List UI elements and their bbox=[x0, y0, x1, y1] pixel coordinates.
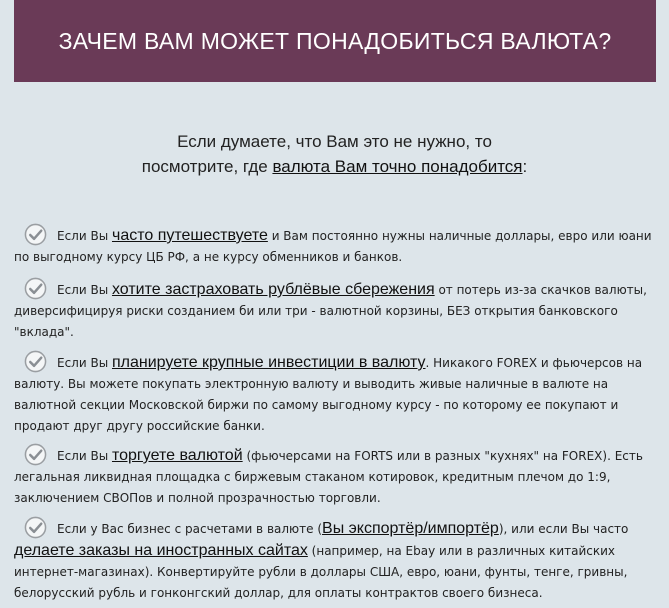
list-item bbox=[14, 443, 654, 509]
item-highlight-link[interactable]: Вы экспортёр/импортёр bbox=[322, 520, 499, 537]
list-item bbox=[14, 277, 654, 343]
item-highlight-link-2[interactable]: делаете заказы на иностранных сайтах bbox=[14, 542, 308, 559]
item-lead: Если у Вас бизнес с расчетами в валюте ( bbox=[57, 522, 323, 536]
item-highlight-link[interactable]: планируете крупные инвестиции в валюту bbox=[111, 354, 426, 371]
item-text: . Никакого FOREX и фьючерсов на валюту. Вы можете покупать электронную валюту и выводить живые наличные в валюте на валютной секции Московской биржи по самому выгодному курсу - по которому ее покупают и продают друг другу российские банки. bbox=[14, 356, 643, 433]
intro-line-2-suffix: : bbox=[522, 157, 528, 176]
item-lead: Если Вы bbox=[57, 283, 112, 297]
intro-line-1: Если думаете, что Вам это не нужно, то bbox=[177, 132, 492, 151]
page-title: ЗАЧЕМ ВАМ МОЖЕТ ПОНАДОБИТЬСЯ ВАЛЮТА? bbox=[58, 27, 612, 54]
intro-link[interactable]: валюта Вам точно понадобится bbox=[272, 157, 523, 176]
item-highlight-link[interactable]: часто путешествуете bbox=[111, 227, 268, 244]
list-item bbox=[14, 516, 654, 604]
item-text: от потерь из-за скачков валюты, диверсифицируя риски созданием би или три - валютной корзины, БЕЗ открытия банковского "вклада". bbox=[14, 283, 647, 339]
list-item bbox=[14, 223, 654, 268]
checkmark-circle-icon bbox=[24, 277, 47, 300]
item-highlight-link[interactable]: торгуете валютой bbox=[111, 447, 243, 464]
checkmark-circle-icon bbox=[24, 516, 47, 539]
intro-text bbox=[0, 129, 669, 179]
list-item bbox=[14, 350, 654, 437]
checkmark-circle-icon bbox=[24, 443, 47, 466]
checkmark-circle-icon bbox=[24, 350, 47, 373]
item-text: (например, на Ebay или в различных китайских интернет-магазинах). Конвертируйте рубли в доллары США, евро, юани, фунты, тенге, гривны, белорусский рубль и гонконгский доллар, для оплаты контрактов своего бизнеса. bbox=[14, 544, 628, 600]
checkmark-circle-icon bbox=[24, 223, 47, 246]
title-banner bbox=[14, 0, 656, 82]
intro-line-2-prefix: посмотрите, где bbox=[141, 157, 273, 176]
item-text: и Вам постоянно нужны наличные доллары, евро или юани по выгодному курсу ЦБ РФ, а не курсу обменников и банков. bbox=[14, 229, 652, 264]
item-text: ), или если Вы часто bbox=[498, 522, 629, 536]
item-lead: Если Вы bbox=[57, 229, 112, 243]
item-highlight-link[interactable]: хотите застраховать рублёвые сбережения bbox=[111, 281, 435, 298]
item-lead: Если Вы bbox=[57, 449, 112, 463]
item-text: (фьючерсами на FORTS или в разных "кухнях" на FOREX). Есть легальная ликвидная площадка с биржевым стаканом котировок, кредитным плечом до 1:9, заключением СВОПов и полной прозрачностью торговли. bbox=[14, 449, 643, 505]
intro-line-2 bbox=[0, 154, 669, 179]
item-lead: Если Вы bbox=[57, 356, 112, 370]
